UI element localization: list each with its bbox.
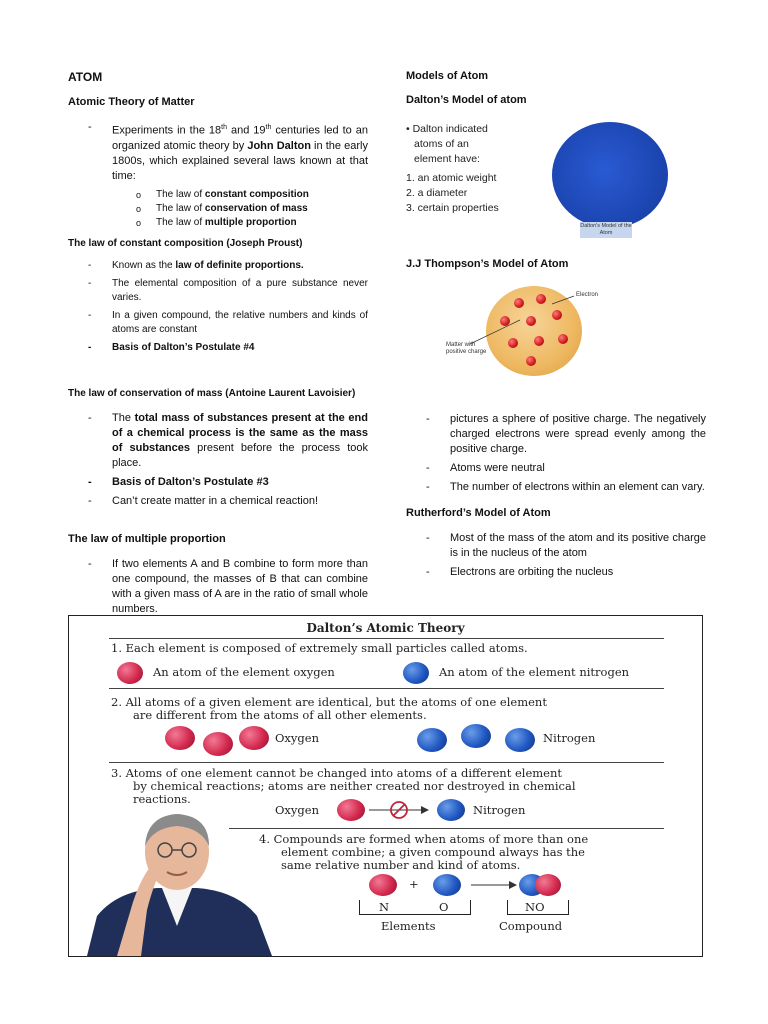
oxygen-atom-icon: [535, 874, 561, 896]
reaction-arrow-icon: [469, 878, 519, 892]
left-column: [68, 70, 368, 621]
divider: [109, 638, 664, 639]
list-item: 3. certain properties: [406, 202, 499, 214]
list-item: - Basis of Dalton’s Postulate #4: [88, 341, 255, 353]
list-item: - Most of the mass of the atom and its positive charge is in the nucleus of the atom: [426, 532, 706, 559]
postulate-3: 3. Atoms of one element cannot be changed into atoms of a different element by chemical reactions; atoms are neither created nor destroyed in chemical reactions.: [111, 766, 576, 806]
page-title: ATOM: [68, 70, 103, 84]
section-heading-dalton-model: Dalton’s Model of atom: [406, 94, 527, 106]
divider: [229, 828, 664, 829]
dalton-sphere-image: [552, 122, 668, 228]
dalton-caption: Dalton's Model of the Atom: [580, 223, 632, 236]
list-item: o The law of constant composition: [136, 188, 309, 200]
pointer-lines: [406, 282, 706, 392]
list-item: - pictures a sphere of positive charge. The negatively charged electrons were spread evenly among the positive charge.: [426, 413, 706, 455]
postulate-2: 2. All atoms of a given element are identical, but the atoms of one element are different from the atoms of all other elements.: [111, 695, 547, 722]
thompson-model-figure: [406, 282, 706, 392]
section-heading-constant-composition: The law of constant composition (Joseph Proust): [68, 237, 303, 249]
oxygen-atom-icon: [369, 874, 397, 896]
list-item: - Atoms were neutral: [426, 462, 545, 474]
list-item: 2. a diameter: [406, 187, 468, 199]
nitrogen-atom-icon: [505, 728, 535, 752]
oxygen-atom-icon: [239, 726, 269, 750]
list-item: o The law of multiple proportion: [136, 216, 297, 228]
oxygen-atom-icon: [203, 732, 233, 756]
list-item: - Can’t create matter in a chemical reaction!: [88, 494, 319, 507]
divider: [109, 762, 664, 763]
section-heading-models: Models of Atom: [406, 70, 489, 82]
list-item: - The total mass of substances present at the end of a chemical process is the same as the mass of substances present before the process took place.: [88, 411, 368, 469]
intro-paragraph: - Experiments in the 18th and 19th centuries led to an organized atomic theory by John Dalton in the early 1800s, which explained several laws known at that time:: [88, 121, 369, 182]
postulate-4: 4. Compounds are formed when atoms of more than one element combine; a given compound always has the same relative number and kind of atoms.: [259, 832, 589, 872]
dalton-portrait-image: [77, 806, 277, 956]
diagram-title: Dalton’s Atomic Theory: [306, 621, 465, 635]
section-heading-thompson-model: J.J Thompson’s Model of Atom: [406, 258, 569, 270]
label-matter: Matter with positive charge: [446, 342, 487, 355]
nitrogen-atom-icon: [433, 874, 461, 896]
list-item: - In a given compound, the relative numbers and kinds of atoms are constant: [88, 309, 368, 335]
list-item: - If two elements A and B combine to form more than one compound, the masses of B that can combine with a given mass of A are in the ratio of small whole numbers.: [88, 557, 368, 615]
list-item: - Electrons are orbiting the nucleus: [426, 566, 614, 578]
dalton-atomic-theory-diagram: Dalton’s Atomic Theory 1. Each element is composed of extremely small particles called atoms. An atom of the element oxygen An atom of the element nitrogen 2. All atoms of a given element are identical, but the atoms of one element are different from the atoms of all other elements. Oxygen Nitrogen 3. Atoms of one element cannot be changed into atoms of a different element by chemical reactions; atoms are neither created nor destroyed in chemical reactions. Oxygen Nitrogen 4. Compounds are formed when atoms of more than one element combine; a given compound always has the same relative number and kind of atoms. + N O NO Elements Compound: [68, 615, 703, 957]
list-item: - Known as the law of definite proportions.: [88, 259, 304, 271]
list-item: o The law of conservation of mass: [136, 202, 308, 214]
section-heading-atomic-theory: Atomic Theory of Matter: [68, 96, 195, 108]
elements-bracket: [359, 900, 471, 915]
list-item: - The number of electrons within an element can vary.: [426, 481, 705, 493]
list-item: - The elemental composition of a pure substance never varies.: [88, 277, 368, 303]
compound-bracket: [507, 900, 569, 915]
oxygen-atom-icon: [117, 662, 143, 684]
divider: [109, 688, 664, 689]
laws-list: [68, 188, 368, 230]
dalton-model-figure: [406, 120, 706, 240]
label-electron: Electron: [576, 292, 599, 298]
right-column: [406, 70, 706, 584]
nitrogen-atom-icon: [461, 724, 491, 748]
nitrogen-atom-icon: [403, 662, 429, 684]
list-item: - Basis of Dalton’s Postulate #3: [88, 475, 269, 488]
nitrogen-atom-icon: [417, 728, 447, 752]
postulate-1: 1. Each element is composed of extremely small particles called atoms.: [111, 641, 528, 655]
section-heading-rutherford-model: Rutherford’s Model of Atom: [406, 507, 551, 519]
list-item: 1. an atomic weight: [406, 172, 497, 184]
no-conversion-icon: [367, 798, 447, 822]
section-heading-conservation-of-mass: The law of conservation of mass (Antoine Laurent Lavoisier): [68, 387, 356, 399]
dalton-model-text: • Dalton indicated atoms of an element have: 1. an atomic weight 2. a diameter 3. certain properties: [406, 123, 499, 214]
oxygen-atom-icon: [165, 726, 195, 750]
dash-bullet: -: [88, 121, 92, 133]
section-heading-multiple-proportion: The law of multiple proportion: [68, 532, 226, 545]
nitrogen-atom-icon: [437, 799, 465, 821]
oxygen-atom-icon: [337, 799, 365, 821]
